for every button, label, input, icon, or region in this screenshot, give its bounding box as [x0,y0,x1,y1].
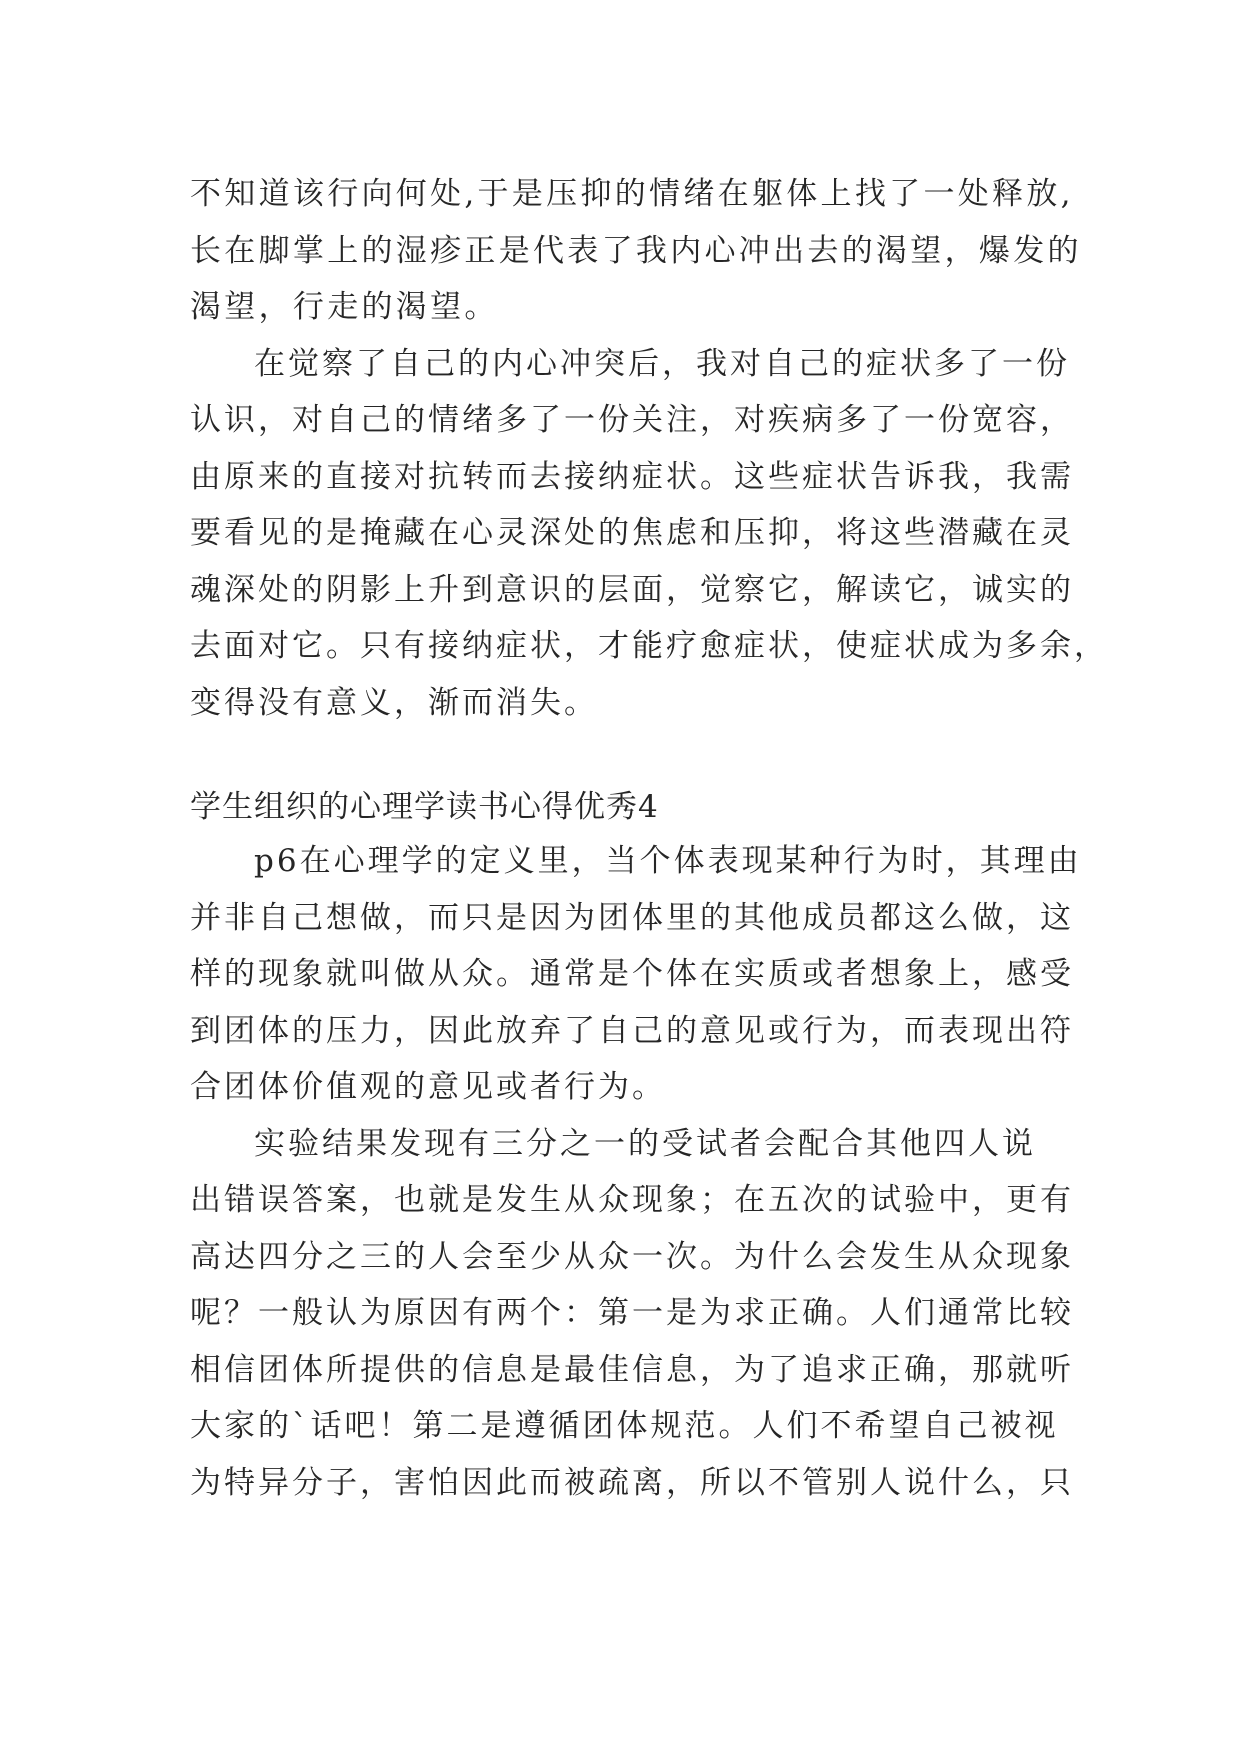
paragraph-4 [190,1116,1074,1512]
text-line: 合团体价值观的意见或者行为。 [190,1069,666,1105]
text-line: 并非自己想做，而只是因为团体里的其他成员都这么做，这 [190,899,1074,936]
text-line: 呢？一般认为原因有两个：第一是为求正确。人们通常比较 [190,1295,1074,1331]
section-spacer [190,731,1070,781]
paragraph-3 [190,833,1082,1116]
text-line: 由原来的直接对抗转而去接纳症状。这些症状告诉我，我需 [190,458,1074,495]
paragraph-2 [190,336,1108,732]
text-line: 大家的`话吧！第二是遵循团体规范。人们不希望自己被视 [190,1408,1059,1444]
text-line: 渴望，行走的渴望。 [190,289,499,325]
text-line: 样的现象就叫做从众。通常是个体在实质或者想象上，感受 [190,956,1074,992]
document-body [190,166,1108,1511]
text-line: 魂深处的阴影上升到意识的层面，觉察它，解读它，诚实的 [190,571,1074,608]
text-line: 去面对它。只有接纳症状，才能疗愈症状，使症状成为多余， [190,628,1108,664]
text-line: 变得没有意义，渐而消失。 [190,684,598,721]
text-line: 在觉察了自己的内心冲突后，我对自己的症状多了一份 [254,345,1070,382]
text-line: 为特异分子，害怕因此而被疏离，所以不管别人说什么，只 [190,1464,1074,1501]
text-line: 认识，对自己的情绪多了一份关注，对疾病多了一份宽容， [190,402,1074,438]
text-line: 要看见的是掩藏在心灵深处的焦虑和压抑，将这些潜藏在灵 [190,515,1074,551]
text-line: 不知道该行向何处,于是压抑的情绪在躯体上找了一处释放, [190,176,1074,212]
text-line: 高达四分之三的人会至少从众一次。为什么会发生从众现象 [190,1238,1074,1275]
text-line: 到团体的压力，因此放弃了自己的意见或行为，而表现出符 [190,1012,1074,1049]
text-line: 长在脚掌上的湿疹正是代表了我内心冲出去的渴望，爆发的 [190,232,1082,269]
text-line: 实验结果发现有三分之一的受试者会配合其他四人说 [254,1125,1036,1162]
section-heading: 学生组织的心理学读书心得优秀4 [190,789,659,825]
paragraph-1 [190,166,1082,336]
text-line: 出错误答案，也就是发生从众现象；在五次的试验中，更有 [190,1182,1074,1218]
text-line: 相信团体所提供的信息是最佳信息，为了追求正确，那就听 [190,1351,1074,1388]
text-line: p6在心理学的定义里，当个体表现某种行为时，其理由 [254,843,1082,879]
